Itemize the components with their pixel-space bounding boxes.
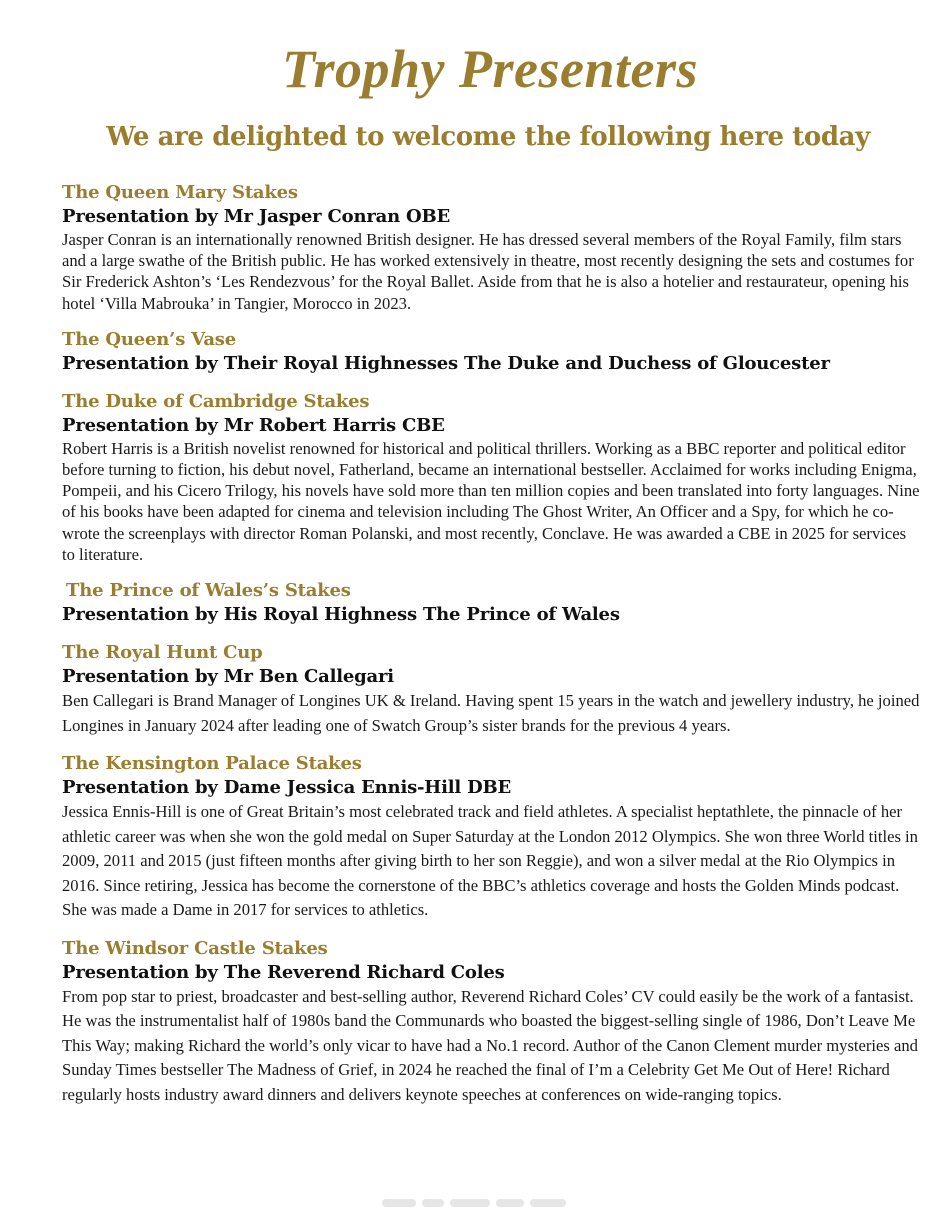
presenter-bio: Ben Callegari is Brand Manager of Longines UK & Ireland. Having spent 15 years in the watch and jewellery industry, he joined Longines in January 2024 after leading one of Swatch Group’s sister brands for the previous 4 years. [62, 691, 920, 735]
presenter-name: Presentation by Dame Jessica Ennis-Hill DBE [62, 777, 512, 799]
presenter-name: Presentation by Their Royal Highnesses The Duke and Duchess of Gloucester [62, 352, 830, 374]
presenter-name: Presentation by Mr Robert Harris CBE [62, 414, 445, 436]
page-title: Trophy Presenters [282, 39, 698, 99]
presenters-list [62, 181, 920, 1107]
race-title: The Prince of Wales’s Stakes [66, 580, 351, 602]
section-kensington-palace-stakes [62, 752, 920, 923]
presenter-name: Presentation by His Royal Highness The Prince of Wales [62, 604, 620, 626]
section-prince-of-wales-stakes [62, 579, 920, 627]
section-queens-vase [62, 328, 920, 376]
section-royal-hunt-cup [62, 641, 920, 738]
section-queen-mary-stakes [62, 181, 920, 314]
race-title: The Kensington Palace Stakes [62, 753, 362, 775]
race-title: The Windsor Castle Stakes [62, 937, 328, 959]
section-windsor-castle-stakes [62, 937, 920, 1108]
presenter-bio: Jessica Ennis-Hill is one of Great Britain’s most celebrated track and field athletes. A specialist heptathlete, the pinnacle of her athletic career was when she won the gold medal on Super Saturday at the London 2012 Olympics. She won three World titles in 2009, 2011 and 2015 (just fifteen months after giving birth to her son Reggie), and won a silver medal at the Rio Olympics in 2016. Since retiring, Jessica has become the cornerstone of the BBC’s athletics coverage and hosts the Golden Minds podcast. She was made a Dame in 2017 for services to athletics. [62, 802, 918, 920]
presenter-name: Presentation by The Reverend Richard Coles [62, 961, 505, 983]
race-title: The Duke of Cambridge Stakes [62, 390, 370, 412]
presenter-name: Presentation by Mr Jasper Conran OBE [62, 206, 451, 227]
page-subtitle: We are delighted to welcome the following here today [106, 122, 870, 152]
presenter-bio: Robert Harris is a British novelist renowned for historical and political thrillers. Working as a BBC reporter and political editor before turning to fiction, his debut novel, Fatherland, became an international bestseller. Acclaimed for works including Enigma, Pompeii, and his Cicero Trilogy, his novels have sold more than ten million copies and been translated into forty languages. Nine of his books have been adapted for cinema and television including The Ghost Writer, An Officer and a Spy, for which he co-wrote the screenplays with director Roman Polanski, and most recently, Conclave. He was awarded a CBE in 2025 for services to literature. [62, 438, 920, 564]
footer-watermark [382, 1196, 570, 1210]
race-title: The Royal Hunt Cup [62, 642, 263, 664]
section-duke-of-cambridge-stakes [62, 390, 920, 565]
race-title: The Queen Mary Stakes [62, 182, 298, 203]
presenter-bio: From pop star to priest, broadcaster and best-selling author, Reverend Richard Coles’ CV could easily be the work of a fantasist. He was the instrumentalist half of 1980s band the Communards who boasted the biggest-selling single of 1986, Don’t Leave Me This Way; making Richard the world’s only vicar to have had a No.1 record. Author of the Canon Clement murder mysteries and Sunday Times bestseller The Madness of Grief, in 2024 he reached the final of I’m a Celebrity Get Me Out of Here! Richard regularly hosts industry award dinners and delivers keynote speeches at conferences on wide-ranging topics. [62, 986, 918, 1104]
presenter-name: Presentation by Mr Ben Callegari [62, 666, 394, 688]
presenter-bio: Jasper Conran is an internationally renowned British designer. He has dressed several members of the Royal Family, film stars and a large swathe of the British public. He has worked extensively in theatre, most recently designing the sets and costumes for Sir Frederick Ashton’s ‘Les Rendezvous’ for the Royal Ballet. Aside from that he is also a hotelier and restaurateur, opening his hotel ‘Villa Mabrouka’ in Tangier, Morocco in 2023. [62, 230, 914, 313]
race-title: The Queen’s Vase [62, 328, 236, 350]
